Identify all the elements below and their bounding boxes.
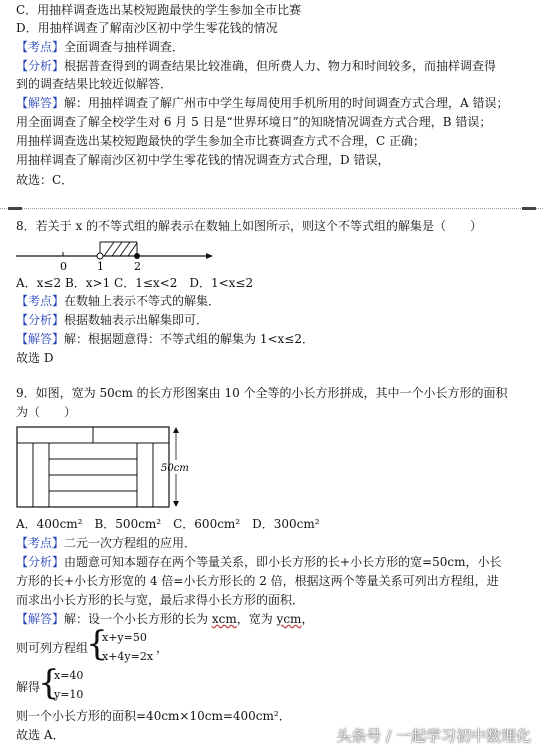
jieda-line-4: 用抽样调查了解南沙区初中学生零花钱的情况调查方式合理，D 错误， (16, 153, 390, 167)
q9-fenxi (16, 554, 502, 570)
q9-question-2: 为（ ） (16, 405, 77, 419)
solution-2: y=10 (54, 688, 84, 701)
option-c: C．用抽样调查选出某校短跑最快的学生参加全市比赛 (16, 3, 302, 17)
q8-answer: 故选 D (16, 351, 54, 365)
dim-arrow-up (173, 427, 179, 433)
jieda-end: ， (301, 612, 314, 626)
fenxi-tag: 【分析】 (16, 59, 65, 73)
open-point-1 (97, 253, 103, 259)
fenxi-text: 根据数轴表示出解集即可． (64, 313, 209, 327)
kaodian-text: 全面调查与抽样调查． (64, 40, 185, 54)
jieda-tag: 【解答】 (16, 96, 65, 110)
divider-mark-left (8, 207, 22, 210)
var-y: ycm (276, 612, 302, 626)
kaodian-text: 在数轴上表示不等式的解集． (64, 294, 221, 308)
kaodian-tag: 【考点】 (16, 536, 65, 550)
number-line-figure (14, 234, 214, 272)
jieda-text: 解：用抽样调查了解广州市中学生每周使用手机所用的时间调查方式合理，A 错误； (64, 96, 509, 110)
jieda-mid: ，宽为 (236, 612, 277, 626)
kaodian-tag: 【考点】 (16, 294, 65, 308)
dim-arrow-down (173, 501, 179, 507)
jieda-tag: 【解答】 (16, 612, 65, 626)
jieda-pre: 解：设一个小长方形的长为 (64, 612, 212, 626)
watermark: 头条号 / 一起学习初中数理化 (336, 727, 531, 745)
q8-options: A．x≤2 B．x>1 C．1≤x<2 D．1<x≤2 (16, 276, 254, 290)
axis-arrow (206, 253, 213, 259)
fenxi-text: 由题意可知本题存在两个等量关系，即小长方形的长+小长方形的宽=50cm，小长 (64, 555, 502, 569)
axis-label-2: 2 (134, 260, 141, 272)
system-brace: { (86, 624, 108, 664)
kaodian-tag: 【考点】 (16, 40, 65, 54)
var-x: xcm (211, 612, 237, 626)
kaodian-line (16, 39, 184, 55)
divider (0, 208, 543, 209)
q9-answer: 故选 A． (16, 728, 65, 742)
fenxi-line-2: 到的调查结果比较近似解答． (16, 77, 173, 91)
fenxi-text: 根据普查得到的调查结果比较准确，但所费人力、物力和时间较多，而抽样调查得 (64, 59, 497, 73)
equation-2: x+4y=2x (102, 650, 154, 663)
equation-1: x+y=50 (102, 631, 147, 644)
q9-jieda (16, 611, 313, 627)
axis-label-1: 1 (97, 260, 104, 272)
solution-1: x=40 (54, 669, 84, 682)
jieda-text: 解：根据题意得：不等式组的解集为 1<x≤2． (64, 332, 314, 346)
jieda-line (16, 95, 509, 111)
q8-question: 8．若关于 x 的不等式组的解表示在数轴上如图所示，则这个不等式组的解集是（ ） (16, 219, 483, 233)
q9-fenxi-2: 方形的长+小长方形宽的 4 倍=小长方形长的 2 倍，根据这两个等量关系可列出方程组，进 (16, 574, 499, 588)
fenxi-tag: 【分析】 (16, 313, 65, 327)
q8-fenxi (16, 312, 208, 328)
q9-options: A．400cm² B．500cm² C．600cm² D．300cm² (16, 517, 320, 531)
fenxi-tag: 【分析】 (16, 555, 65, 569)
fenxi-line (16, 58, 496, 74)
system-label: 则可列方程组 (16, 641, 89, 655)
solve-label: 解得 (16, 680, 41, 694)
closed-point-2 (134, 253, 140, 259)
system-comma: ， (156, 641, 169, 655)
answer-line: 故选：C． (16, 173, 74, 187)
jieda-tag: 【解答】 (16, 332, 65, 346)
rectangle-figure (16, 424, 196, 512)
dim-label: 50cm (161, 463, 189, 474)
q8-jieda (16, 331, 314, 347)
q8-kaodian (16, 293, 220, 309)
option-d: D．用抽样调查了解南沙区初中学生零花钱的情况 (16, 21, 278, 35)
axis-label-0: 0 (60, 260, 67, 272)
kaodian-text: 二元一次方程组的应用． (64, 536, 197, 550)
jieda-line-2: 用全面调查了解全校学生对 6 月 5 日是“世界环境日”的知晓情况调查方式合理，B 错误； (16, 115, 492, 129)
q9-question-1: 9．如图，宽为 50cm 的长方形图案由 10 个全等的小长方形拼成，其中一个小长方形的面积 (16, 386, 508, 400)
divider-mark-right (522, 207, 536, 210)
q9-fenxi-3: 而求出小长方形的长与宽，最后求得小长方形的面积． (16, 593, 305, 607)
jieda-line-3: 用抽样调查选出某校短跑最快的学生参加全市比赛调查方式不合理，C 正确； (16, 134, 425, 148)
q9-kaodian (16, 535, 196, 551)
solution-brace: { (38, 663, 60, 703)
area-line: 则一个小长方形的面积=40cm×10cm=400cm²． (16, 709, 291, 723)
solution-hatching (104, 242, 137, 256)
